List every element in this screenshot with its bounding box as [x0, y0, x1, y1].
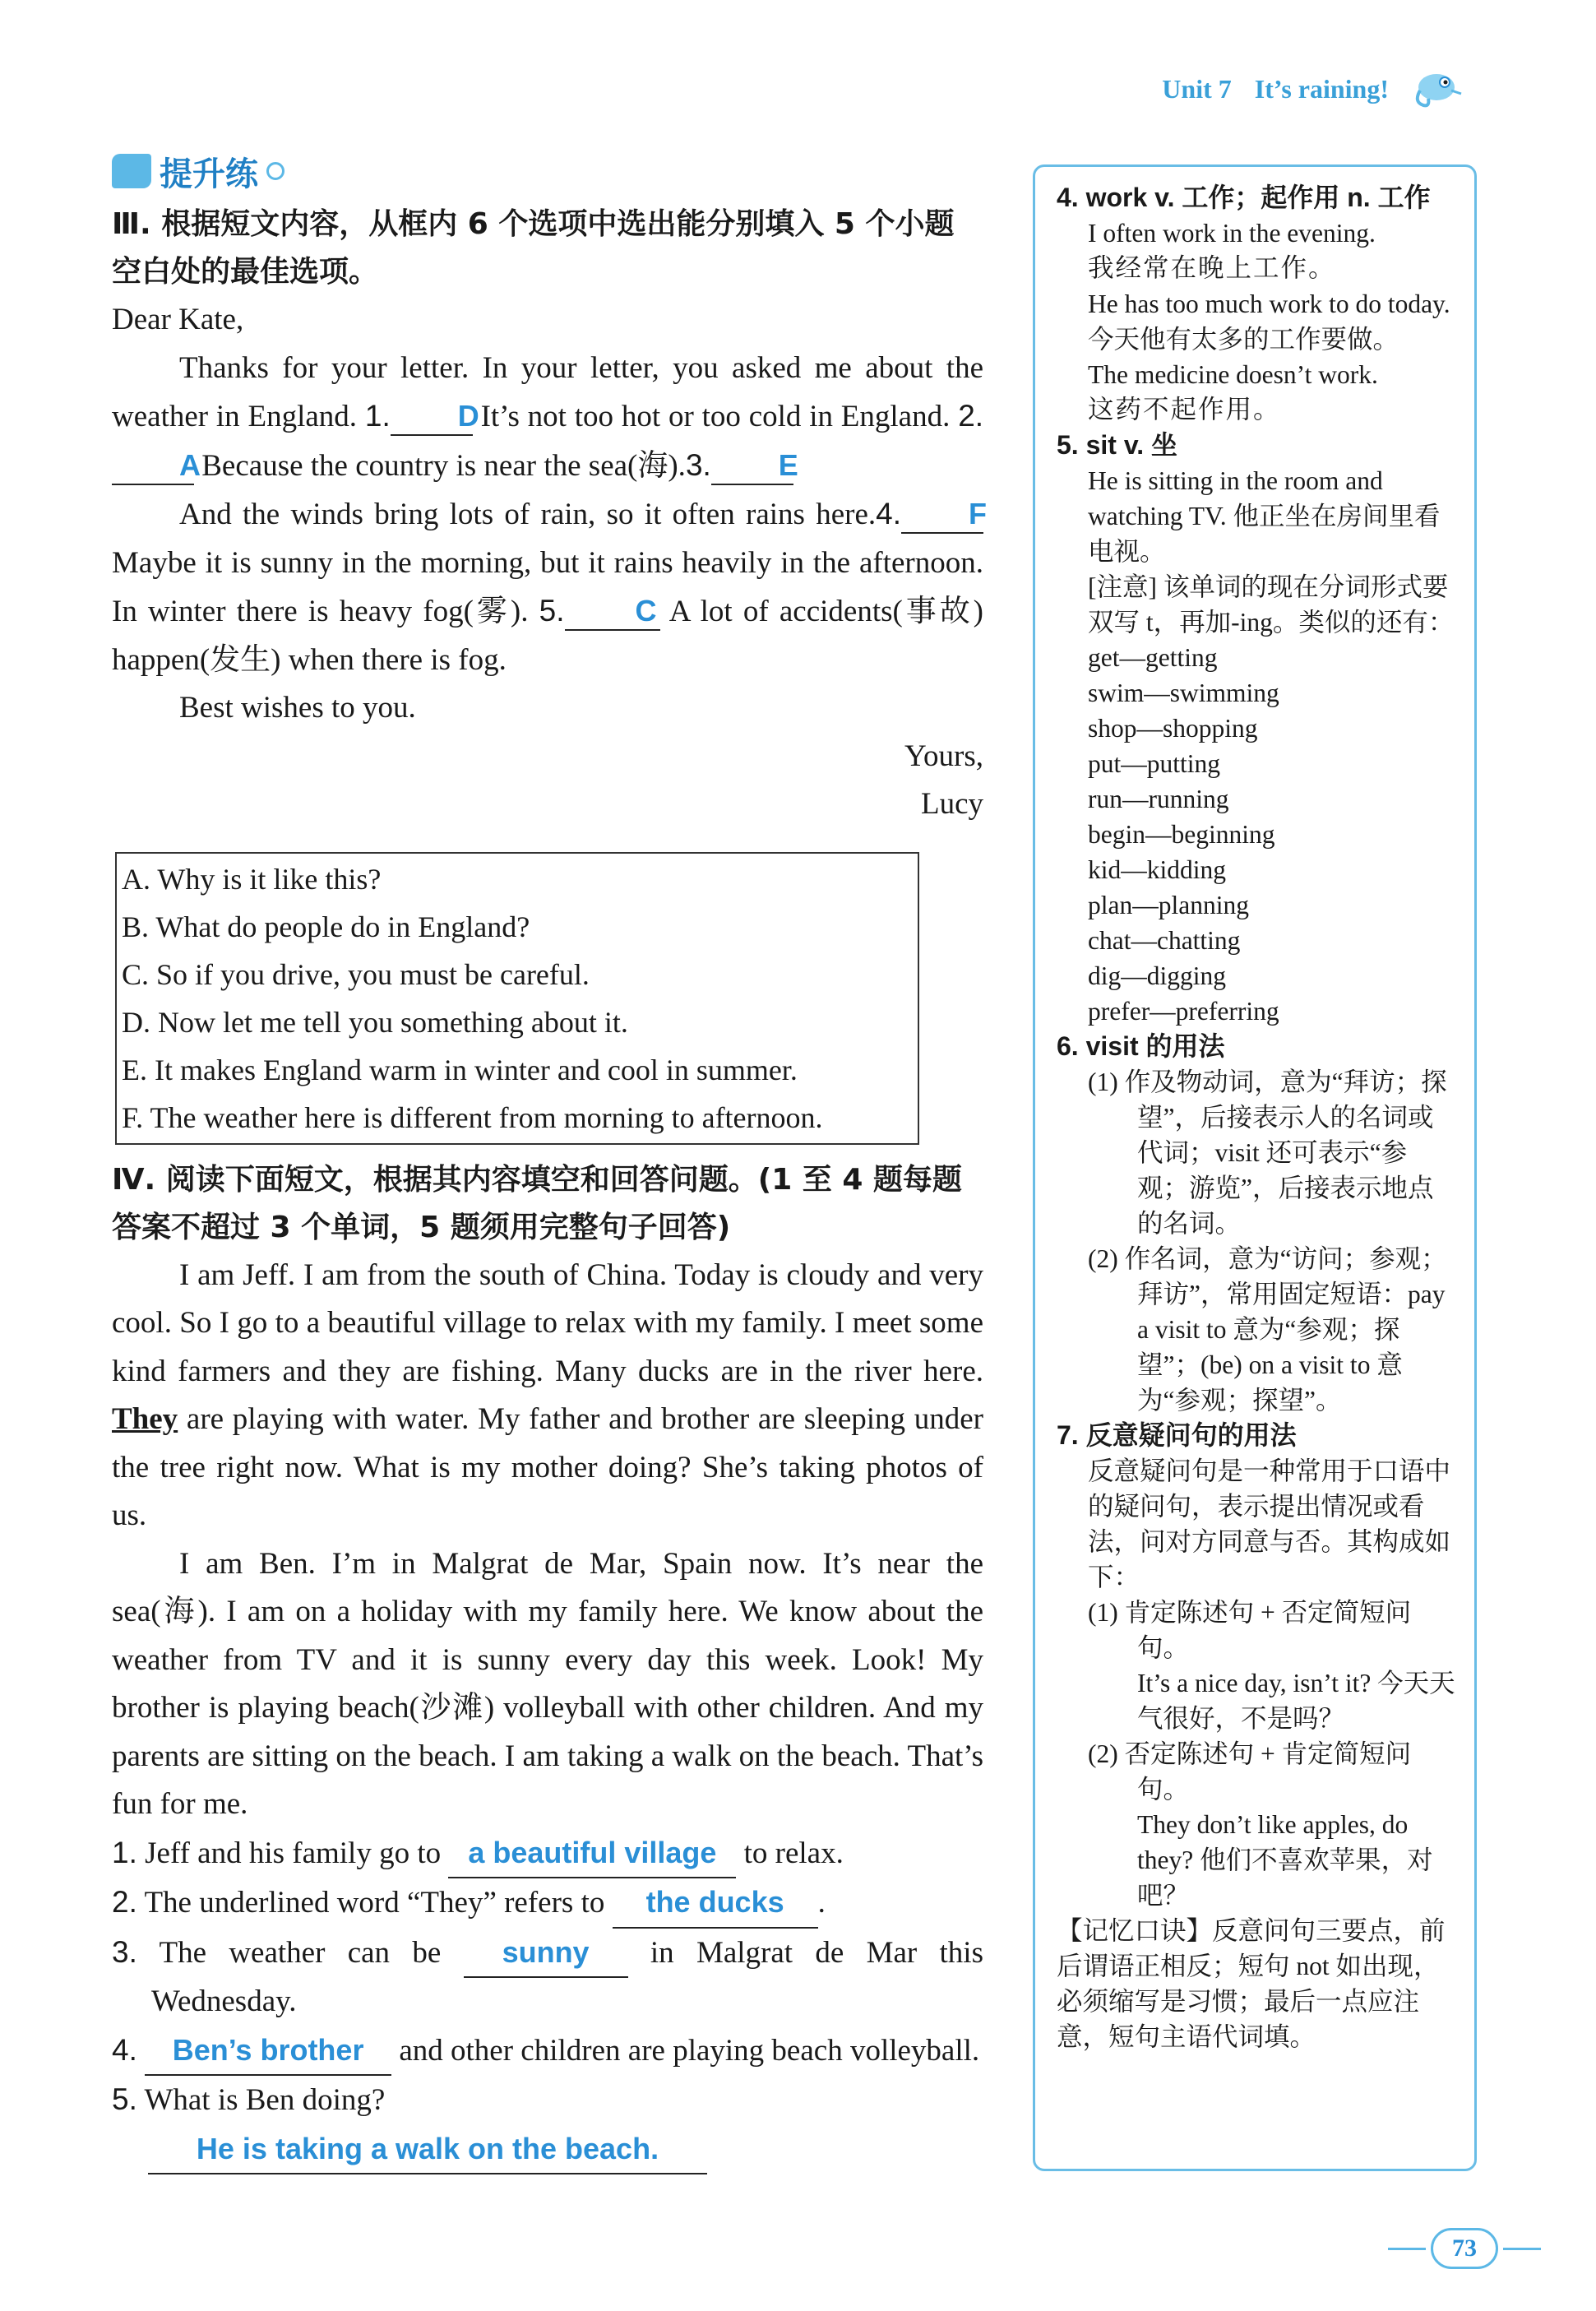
- note-text: (2) 否定陈述句 + 肯定简短问句。: [1088, 1739, 1412, 1804]
- answer-blank-5[interactable]: C: [565, 593, 660, 631]
- passage-paragraph-2: I am Ben. I’m in Malgrat de Mar, Spain now. It’s near the sea(海). I am on a holiday with my family here. We know about the weather from TV and it is sunny every day this week. Look! My brother is playing beach(沙滩) volleyball with other children. And my parents are sitting on the beach. I am taking a walk on the beach. That’s fun for me.: [112, 1546, 983, 1821]
- question-3: [112, 1929, 983, 2026]
- question-text: The underlined word “They” refers to: [144, 1886, 605, 1920]
- letter-wishes: Best wishes to you.: [179, 691, 416, 725]
- letter-greeting: Dear Kate,: [112, 303, 244, 336]
- blank-number: 5.: [539, 594, 565, 628]
- word-pair: put—putting: [1088, 749, 1221, 778]
- answer-blank-1[interactable]: D: [391, 398, 473, 436]
- answer-line-3[interactable]: sunny: [464, 1929, 628, 1979]
- blank-number: 1.: [364, 399, 391, 433]
- option-f: F. The weather here is different from morning to afternoon.: [122, 1100, 823, 1134]
- word-pair: begin—beginning: [1088, 820, 1275, 849]
- word-pair: prefer—preferring: [1088, 997, 1279, 1026]
- q4-heading: Ⅳ. 阅读下面短文，根据其内容填空和回答问题。(1 至 4 题每题答案不超过 3 个单词，5 题须用完整句子回答): [112, 1162, 962, 1244]
- option-d: D. Now let me tell you something about it.: [122, 1005, 628, 1039]
- question-text: in Malgrat de Mar this Wednesday.: [151, 1935, 983, 2018]
- letter-signature: Lucy: [920, 787, 983, 821]
- question-text: What is Ben doing?: [144, 2083, 386, 2117]
- question-number: 4.: [112, 2032, 137, 2067]
- page-header: [1162, 66, 1464, 112]
- passage-paragraph-1: [112, 1252, 983, 1540]
- note-text: (2) 作名词，意为“访问；参观；拜访”，常用固定短语：pay a visit to 意为“参观；探望”；(be) on a visit to 意为“参观；探望”。: [1088, 1244, 1447, 1415]
- page-number-badge: [1388, 2225, 1544, 2274]
- question-number: 2.: [112, 1885, 137, 1919]
- letter-sentence: And the winds bring lots of rain, so it often rains here.: [179, 498, 877, 531]
- question-number: 5.: [112, 2082, 137, 2116]
- memory-tip: 【记忆口诀】反意问句三要点，前后谓语正相反；短句 not 如出现，必须缩写是习惯；最后一点应注意，短句主语代词填。: [1057, 1916, 1446, 2051]
- unit-label: Unit 7: [1162, 73, 1232, 104]
- letter-sentence: Because the country is near the sea(海).: [201, 448, 686, 483]
- answer-line-2[interactable]: the ducks: [613, 1878, 818, 1929]
- note-text: He is sitting in the room and watching TV. 他正坐在房间里看电视。: [1088, 466, 1441, 566]
- section-badge-label: 提升练: [160, 155, 258, 193]
- word-pair: shop—shopping: [1088, 714, 1258, 743]
- note-text: They don’t like apples, do they? 他们不喜欢苹果，对吧？: [1137, 1810, 1433, 1910]
- page-number-rule: [1388, 2248, 1426, 2250]
- question-text: and other children are playing beach volleyball.: [399, 2033, 980, 2068]
- option-e: E. It makes England warm in winter and cool in summer.: [122, 1053, 798, 1086]
- q3-heading: Ⅲ. 根据短文内容，从框内 6 个选项中选出能分别填入 5 个小题空白处的最佳选项。: [112, 207, 955, 289]
- letter-sentence: Maybe it is sunny in the morning, but it rains heavily in the afternoon. In winter there is heavy fog(雾).: [112, 545, 983, 628]
- options-box: [115, 852, 919, 1145]
- question-4: [112, 2026, 983, 2077]
- section-badge: [112, 148, 285, 194]
- word-pair: get—getting: [1088, 643, 1218, 672]
- blank-number: 4.: [876, 497, 901, 530]
- note-text: 反意疑问句是一种常用于口语中的疑问句，表示提出情况或看法，问对方同意与否。其构成如下：: [1088, 1457, 1451, 1591]
- question-number: 1.: [112, 1835, 137, 1869]
- note-text: 我经常在晚上工作。: [1088, 253, 1336, 283]
- note-text: He has too much work to do today. 今天他有太多的工作要做。: [1088, 289, 1450, 354]
- note-text: I often work in the evening.: [1088, 219, 1376, 248]
- passage-text: are playing with water. My father and brother are sleeping under the tree right now. What is my mother doing? She’s taking photos of us.: [112, 1402, 983, 1532]
- answer-line-4[interactable]: Ben’s brother: [145, 2026, 391, 2077]
- question-5: [112, 2076, 983, 2125]
- option-b: B. What do people do in England?: [122, 910, 530, 943]
- note-7-heading: 7. 反意疑问句的用法: [1057, 1420, 1297, 1450]
- answer-blank-2[interactable]: A: [112, 447, 194, 485]
- notes-box: [1033, 164, 1477, 2171]
- page-number-rule: [1503, 2248, 1541, 2250]
- answer-blank-3[interactable]: E: [711, 447, 793, 485]
- note-6-heading: 6. visit 的用法: [1057, 1031, 1225, 1061]
- option-a: A. Why is it like this?: [122, 862, 382, 896]
- note-5-heading: 5. sit v. 坐: [1057, 430, 1178, 460]
- question-text: The weather can be: [159, 1935, 442, 1970]
- answer-line-1[interactable]: a beautiful village: [448, 1829, 736, 1879]
- answer-blank-4[interactable]: F: [901, 496, 983, 534]
- word-pair: swim—swimming: [1088, 678, 1279, 707]
- question-number: 3.: [112, 1934, 137, 1969]
- letter-sentence: It’s not too hot or too cold in England.: [480, 400, 951, 433]
- blank-number: 2.: [958, 399, 984, 433]
- question-2: [112, 1878, 983, 1929]
- letter-paragraph-2: [112, 490, 987, 684]
- word-pair: dig—digging: [1088, 961, 1227, 990]
- letter-closing: Yours,: [904, 739, 983, 773]
- badge-dot-icon: [266, 162, 285, 180]
- underlined-word: They: [112, 1402, 178, 1436]
- question-1: [112, 1829, 983, 1879]
- note-text: The medicine doesn’t work.: [1088, 360, 1378, 389]
- letter-sentence: Thanks for your letter. In your letter, you asked me about the weather in England.: [112, 350, 983, 433]
- question-text: Jeff and his family go to: [145, 1836, 442, 1870]
- note-text: (1) 肯定陈述句 + 否定简短问句。: [1088, 1598, 1412, 1662]
- unit-title: It’s raining!: [1254, 73, 1389, 104]
- blank-number: 3.: [685, 447, 711, 482]
- question-text: .: [817, 1886, 826, 1920]
- letter-paragraph-1: [112, 345, 983, 491]
- word-pair: run—running: [1088, 785, 1229, 813]
- word-pair: kid—kidding: [1088, 855, 1227, 884]
- page-number: 73: [1431, 2228, 1498, 2269]
- note-text: 这药不起作用。: [1088, 395, 1281, 424]
- exercise-column: [112, 148, 987, 2174]
- passage-text: I am Jeff. I am from the south of China. Today is cloudy and very cool. So I go to a beautiful village to relax with my family. I meet some kind farmers and they are fishing. Many ducks are in the river here.: [112, 1257, 983, 1388]
- answer-5-row: [112, 2125, 983, 2175]
- chameleon-icon: [1412, 66, 1464, 112]
- note-text: (1) 作及物动词，意为“拜访；探望”，后接表示人的名词或代词；visit 还可表示“参观；游览”，后接表示地点的名词。: [1088, 1068, 1447, 1238]
- letter-sentence: A lot of accidents(事故) happen(发生) when there is fog.: [112, 595, 984, 677]
- note-text: [注意] 该单词的现在分词形式要双写 t，再加-ing。类似的还有：: [1088, 572, 1455, 637]
- option-c: C. So if you drive, you must be careful.: [122, 957, 590, 991]
- word-pair: plan—planning: [1088, 891, 1249, 919]
- note-4-heading: 4. work v. 工作；起作用 n. 工作: [1057, 183, 1431, 212]
- badge-block-icon: [112, 154, 151, 188]
- word-pair: chat—chatting: [1088, 926, 1241, 955]
- note-text: It’s a nice day, isn’t it? 今天天气很好，不是吗？: [1137, 1669, 1455, 1733]
- question-text: to relax.: [743, 1836, 844, 1870]
- answer-line-5[interactable]: He is taking a walk on the beach.: [148, 2125, 707, 2175]
